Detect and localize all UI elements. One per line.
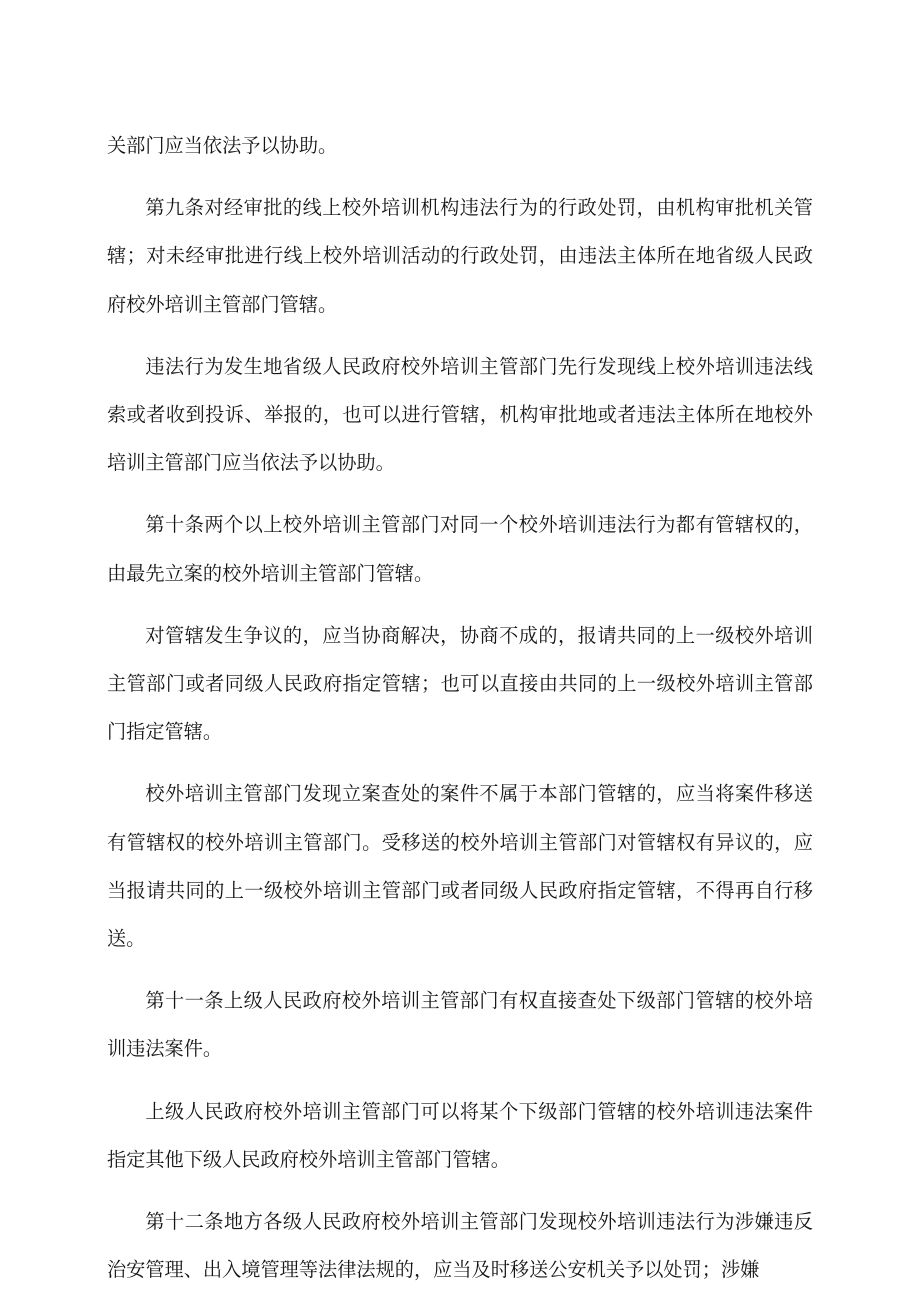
- document-body: [107, 122, 813, 1308]
- paragraph-5: 对管辖发生争议的，应当协商解决，协商不成的，报请共同的上一级校外培训主管部门或者同级人民政府指定管辖；也可以直接由共同的上一级校外培训主管部门指定管辖。: [107, 623, 813, 744]
- paragraph-1: 关部门应当依法予以协助。: [107, 134, 338, 157]
- paragraph-7: 第十一条上级人民政府校外培训主管部门有权直接查处下级部门管辖的校外培训违法案件。: [107, 989, 813, 1061]
- paragraph-2: 第九条对经审批的线上校外培训机构违法行为的行政处罚，由机构审批机关管辖；对未经审批进行线上校外培训活动的行政处罚，由违法主体所在地省级人民政府校外培训主管部门管辖。: [107, 196, 813, 316]
- paragraph-6: 校外培训主管部门发现立案查处的案件不属于本部门管辖的，应当将案件移送有管辖权的校外培训主管部门。受移送的校外培训主管部门对管辖权有异议的，应当报请共同的上一级校外培训主管部门或者同级人民政府指定管辖，不得再自行移送。: [107, 782, 813, 951]
- paragraph-3: 违法行为发生地省级人民政府校外培训主管部门先行发现线上校外培训违法线索或者收到投诉、举报的，也可以进行管辖，机构审批地或者违法主体所在地校外培训主管部门应当依法予以协助。: [107, 354, 813, 475]
- paragraph-9: 第十二条地方各级人民政府校外培训主管部门发现校外培训违法行为涉嫌违反治安管理、出入境管理等法律法规的，应当及时移送公安机关予以处罚；涉嫌: [107, 1210, 813, 1282]
- paragraph-4: 第十条两个以上校外培训主管部门对同一个校外培训违法行为都有管辖权的，由最先立案的校外培训主管部门管辖。: [107, 513, 813, 585]
- paragraph-8: 上级人民政府校外培训主管部门可以将某个下级部门管辖的校外培训违法案件指定其他下级人民政府校外培训主管部门管辖。: [107, 1099, 813, 1171]
